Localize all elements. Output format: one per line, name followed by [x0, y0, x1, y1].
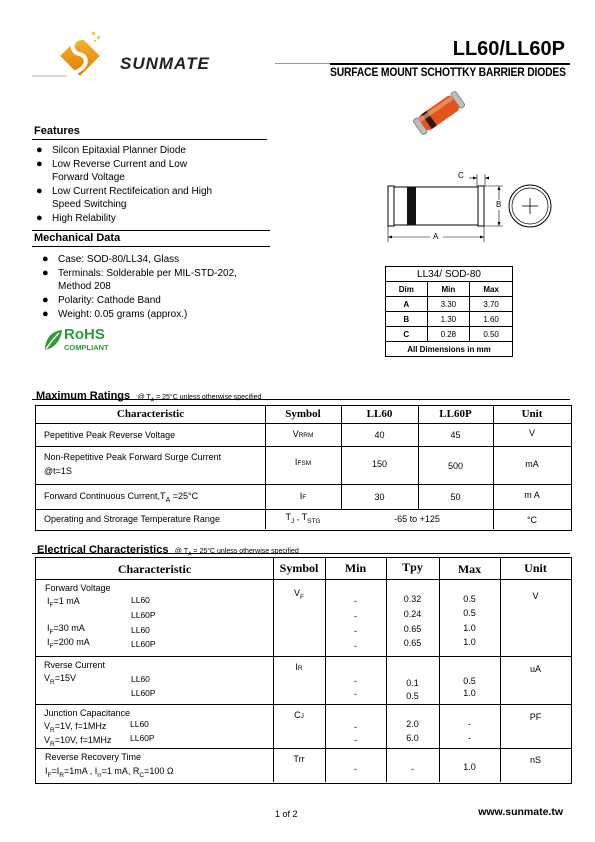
column-header: Symbol	[279, 561, 319, 575]
table-cell: -	[354, 722, 357, 732]
mechanical-heading: Mechanical Data	[34, 232, 121, 244]
table-cell: 0.5	[463, 608, 476, 618]
list-item: ● Silcon Epitaxial Planner Diode	[36, 144, 186, 156]
column-header: Unit	[524, 561, 547, 575]
table-row: A 3.30 3.70	[386, 297, 513, 312]
table-cell: Operating and Strorage Temperature Range	[44, 514, 220, 524]
table-cell: LL60	[131, 625, 150, 635]
brand-logo	[32, 24, 272, 84]
electrical-heading: Electrical Characteristics @ $T_A = 25^\circ C$ unless otherwise specified	[37, 544, 299, 558]
table-cell: 30	[374, 492, 385, 502]
mechanical-list	[40, 253, 280, 321]
table-cell: -	[354, 611, 357, 621]
table-cell: Pepetitive Peak Reverse Voltage	[44, 430, 176, 440]
part-subtitle: SURFACE MOUNT SCHOTTKY BARRIER DIODES	[330, 67, 566, 79]
table-cell: VRRM	[292, 429, 314, 439]
column-header: Unit	[521, 408, 543, 420]
table-cell: $V_R=10V$, f=1MHz	[44, 735, 112, 748]
table-cell: 45	[450, 430, 461, 440]
table-cell: 6.0	[406, 733, 419, 743]
features-heading: Features	[34, 125, 80, 137]
table-cell: 0.1	[406, 678, 419, 688]
table-cell: Forward Voltage	[45, 583, 111, 593]
table-cell: LL60P	[131, 688, 156, 698]
table-cell: 2.0	[406, 719, 419, 729]
part-number-title: LL60/LL60P	[452, 38, 565, 60]
table-cell: IR	[295, 662, 303, 672]
table-cell: $V_F$	[294, 588, 304, 601]
dim-label-b: B	[496, 200, 502, 209]
dimensions-table	[385, 266, 513, 357]
dim-label-c: C	[458, 171, 464, 180]
column-header: LL60	[366, 408, 393, 420]
column-header: Characteristic	[117, 562, 192, 576]
table-cell: 0.32	[403, 594, 422, 604]
table-cell: Rverse Current	[44, 660, 106, 670]
table-cell: 0.65	[403, 624, 422, 634]
list-item: ● High Relability	[36, 212, 116, 224]
table-cell: 500	[447, 461, 464, 471]
table-row: C 0.28 0.50	[386, 327, 513, 342]
table-cell: 1.0	[463, 623, 476, 633]
table-cell: Reverse Recovery Time	[45, 752, 142, 762]
table-cell: $I_F=200$ mA	[47, 637, 90, 650]
diode-photo	[404, 88, 474, 138]
table-cell: -	[354, 626, 357, 636]
table-cell: V	[532, 591, 539, 601]
table-cell: -	[468, 733, 471, 743]
dim-label-a: A	[433, 232, 439, 241]
table-row: B 1.30 1.60	[386, 312, 513, 327]
table-cell: $I_F=1$ mA	[47, 596, 80, 609]
table-cell: -	[354, 735, 357, 745]
table-cell: Trr	[293, 754, 305, 764]
leaf-icon	[42, 328, 64, 352]
table-cell: CJ	[294, 710, 304, 720]
table-cell: $I_F=I_R=1mA$ , $I_{rr}=1$ mA, $R_C=100$ Ω	[45, 766, 174, 779]
table-cell: -	[411, 764, 414, 774]
table-cell: -	[354, 676, 357, 686]
list-item: ● Weight: 0.05 grams (approx.)	[42, 308, 188, 320]
table-cell: uA	[529, 664, 541, 674]
table-cell: -	[354, 641, 357, 651]
table-cell: mA	[525, 459, 539, 469]
column-header: LL60P	[439, 408, 472, 420]
list-item: ● Polarity: Cathode Band	[42, 294, 161, 306]
column-header: Symbol	[285, 408, 321, 420]
column-header: Characteristic	[116, 408, 185, 420]
table-cell: nS	[529, 755, 541, 765]
list-item: ● Low Reverse Current and Low Forward Voltage	[36, 158, 188, 183]
column-header: Dim	[386, 282, 428, 297]
table-cell: -	[354, 764, 357, 774]
table-cell: Non-Repetitive Peak Forward Surge Current @t=1S	[44, 452, 222, 476]
table-cell: 50	[450, 492, 461, 502]
column-header: Max	[457, 562, 482, 576]
table-cell: LL60P	[131, 639, 156, 649]
table-cell: Junction Capacitance	[44, 708, 131, 718]
table-cell: -	[468, 719, 471, 729]
table-cell: 40	[374, 430, 385, 440]
table-cell: Forward Continuous $Current,T_A =25^\circ C$	[44, 491, 199, 504]
table-cell: 0.5	[406, 691, 419, 701]
list-item: ● Low Current Rectifeication and High Speed Switching	[36, 185, 213, 210]
column-header: Min	[344, 561, 367, 575]
table-cell: -	[354, 596, 357, 606]
list-item: ● Terminals: Solderable per MIL-STD-202, Method 208	[42, 267, 237, 292]
table-cell: 0.5	[463, 676, 476, 686]
table-cell: -	[354, 689, 357, 699]
website-link[interactable]: www.sunmate.tw	[478, 806, 563, 818]
table-cell: 0.24	[403, 609, 422, 619]
dimensions-footer: All Dimensions in mm	[386, 342, 513, 357]
list-item: ● Case: SOD-80/LL34, Glass	[42, 253, 180, 265]
max-ratings-table	[35, 405, 572, 531]
svg-text:SUNMATE: SUNMATE	[120, 54, 210, 73]
table-cell: V	[528, 428, 535, 438]
table-cell: LL60P	[130, 733, 155, 743]
dimensions-caption: LL34/ SOD-80	[386, 267, 513, 282]
table-cell: IF	[299, 491, 307, 501]
max-ratings-heading: Maximum Ratings @ $T_A = 25^\circ C$ unless otherwise specified	[36, 390, 262, 404]
table-cell: LL60	[130, 719, 149, 729]
table-cell: 1.0	[463, 762, 476, 772]
table-cell: 1.0	[463, 637, 476, 647]
electrical-table	[35, 557, 572, 784]
table-cell: $V_R=15V$	[44, 673, 76, 686]
column-header: Min	[427, 282, 470, 297]
features-list	[34, 144, 274, 225]
page-number: 1 of 2	[275, 809, 298, 819]
table-cell: PF	[529, 712, 542, 722]
column-header: Tpy	[402, 560, 423, 574]
table-cell: 150	[371, 459, 388, 469]
table-cell: $T_J$ , $T_{STG}$	[285, 512, 321, 525]
table-cell: $V_R=1V$, f=1MHz	[44, 721, 107, 734]
rohs-badge: RoHS COMPLIANT	[42, 328, 122, 354]
table-cell: IFSM	[294, 457, 312, 467]
package-outline-diagram	[385, 170, 555, 245]
table-cell: m A	[524, 490, 540, 500]
column-header: Max	[470, 282, 513, 297]
table-cell: LL60	[131, 674, 150, 684]
table-cell: 1.0	[463, 688, 476, 698]
table-cell: $I_F=30$ mA	[47, 623, 85, 636]
table-cell: LL60	[131, 595, 150, 605]
table-cell: -65 to +125	[394, 514, 440, 524]
table-cell: 0.65	[403, 638, 422, 648]
table-cell: 0.5	[463, 594, 476, 604]
table-cell: °C	[526, 515, 538, 525]
table-cell: LL60P	[131, 610, 156, 620]
